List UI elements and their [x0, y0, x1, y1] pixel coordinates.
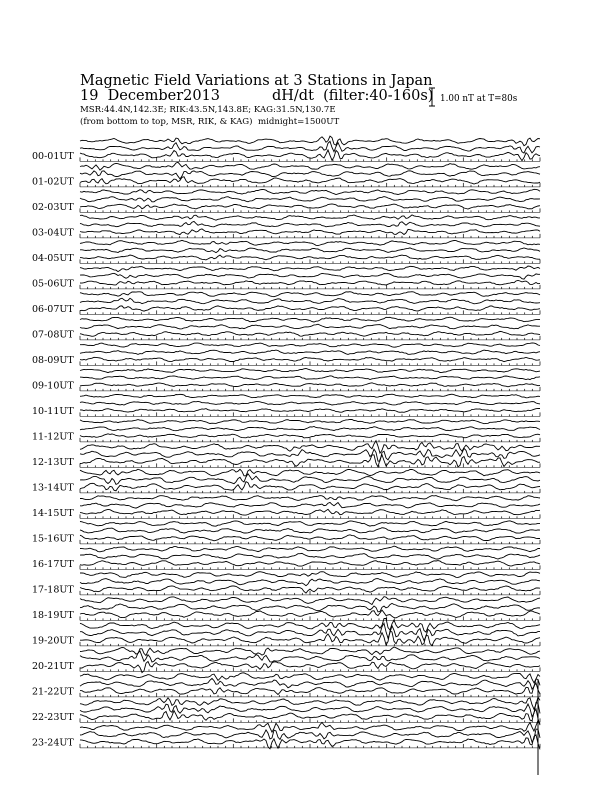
trace-rik	[80, 171, 540, 179]
row-ticks	[80, 489, 540, 493]
hour-row	[80, 546, 540, 566]
hour-row	[80, 369, 540, 387]
trace-msr	[80, 306, 540, 311]
row-ticks	[80, 514, 540, 518]
hour-label: 02-03UT	[32, 202, 74, 213]
hour-row	[80, 394, 540, 412]
hour-label: 05-06UT	[32, 278, 74, 290]
trace-rik	[80, 502, 540, 508]
trace-rik	[80, 553, 540, 559]
trace-kag	[80, 496, 540, 501]
trace-kag	[80, 647, 540, 656]
hour-label: 03-04UT	[32, 227, 74, 239]
hour-row	[80, 317, 540, 336]
trace-kag	[80, 162, 540, 170]
trace-rik	[80, 350, 540, 354]
trace-kag	[80, 136, 540, 146]
hour-label: 22-23UT	[32, 712, 74, 723]
hour-label: 08-09UT	[32, 355, 74, 366]
hour-row	[80, 572, 540, 593]
trace-kag	[80, 469, 540, 476]
trace-msr	[80, 229, 540, 235]
trace-rik	[80, 729, 540, 742]
row-ticks	[80, 616, 540, 620]
trace-msr	[80, 509, 540, 515]
hour-row	[80, 292, 540, 311]
hour-row	[80, 521, 540, 541]
trace-msr	[80, 255, 540, 260]
trace-kag	[80, 546, 540, 552]
trace-msr	[80, 357, 540, 361]
row-ticks	[80, 412, 540, 416]
row-ticks	[80, 693, 540, 697]
hour-row	[80, 215, 540, 235]
magnetogram-traces	[80, 136, 540, 775]
chart-date: 19 December2013	[80, 88, 221, 104]
station-order-note: (from bottom to top, MSR, RIK, & KAG) midnight=1500UT	[80, 117, 340, 127]
trace-rik	[80, 221, 540, 226]
hour-label: 14-15UT	[32, 508, 74, 519]
hour-row	[80, 189, 540, 209]
row-ticks	[80, 234, 540, 238]
hour-label: 12-13UT	[32, 457, 74, 468]
trace-kag	[80, 521, 540, 526]
station-coordinates: MSR:44.4N,142.3E; RIK:43.5N,143.8E; KAG:31.5N,130.7E	[80, 105, 336, 115]
scale-bar-label: 1.00 nT at T=80s	[440, 94, 518, 104]
hour-row	[80, 240, 540, 260]
trace-rik	[80, 401, 540, 405]
hour-label: 04-05UT	[32, 253, 74, 264]
row-ticks	[80, 336, 540, 340]
trace-kag	[80, 441, 540, 453]
trace-rik	[80, 298, 540, 304]
hour-label: 06-07UT	[32, 304, 74, 315]
hour-labels	[32, 151, 74, 749]
trace-rik	[80, 273, 540, 279]
hour-label: 13-14UT	[32, 482, 74, 494]
trace-kag	[80, 572, 540, 578]
trace-rik	[80, 376, 540, 380]
trace-kag	[80, 597, 540, 605]
trace-rik	[80, 623, 540, 640]
hour-label: 19-20UT	[32, 635, 74, 647]
hour-row	[80, 618, 540, 645]
trace-kag	[80, 292, 540, 297]
trace-rik	[80, 603, 540, 612]
trace-msr	[80, 331, 540, 336]
trace-kag	[80, 394, 540, 398]
row-ticks	[80, 387, 540, 391]
chart-title: Magnetic Field Variations at 3 Stations in Japan	[80, 73, 433, 89]
trace-rik	[80, 248, 540, 253]
hour-label: 01-02UT	[32, 176, 74, 188]
trace-msr	[80, 434, 540, 438]
row-ticks	[80, 157, 540, 161]
row-ticks	[80, 591, 540, 595]
trace-rik	[80, 427, 540, 431]
row-ticks	[80, 259, 540, 263]
row-ticks	[80, 361, 540, 365]
trace-msr	[80, 535, 540, 541]
hour-label: 07-08UT	[32, 329, 74, 341]
row-ticks	[80, 642, 540, 646]
hour-row	[80, 441, 540, 467]
hour-row	[80, 419, 540, 438]
hour-label: 15-16UT	[32, 533, 74, 545]
chart-quantity: dH/dt (filter:40-160s)	[272, 88, 434, 104]
hour-label: 09-10UT	[32, 380, 74, 392]
trace-rik	[80, 528, 540, 533]
trace-msr	[80, 383, 540, 387]
trace-rik	[80, 324, 540, 329]
scale-bar	[429, 88, 435, 106]
trace-kag	[80, 419, 540, 423]
trace-kag	[80, 369, 540, 373]
trace-kag	[80, 189, 540, 194]
trace-kag	[80, 343, 540, 347]
hour-label: 10-11UT	[32, 406, 74, 417]
trace-msr	[80, 561, 540, 567]
row-ticks	[80, 667, 540, 671]
trace-kag	[80, 697, 540, 709]
trace-kag	[80, 240, 540, 245]
trace-rik	[80, 197, 540, 202]
hour-label: 00-01UT	[32, 151, 74, 162]
trace-kag	[80, 266, 540, 272]
trace-rik	[80, 579, 540, 586]
row-ticks	[80, 183, 540, 187]
hour-row	[80, 673, 540, 695]
row-ticks	[80, 463, 540, 467]
hour-row	[80, 496, 540, 515]
row-ticks	[80, 565, 540, 569]
hour-row	[80, 266, 540, 285]
row-ticks	[80, 285, 540, 289]
hour-label: 17-18UT	[32, 584, 74, 596]
hour-label: 16-17UT	[32, 559, 74, 570]
trace-msr	[80, 204, 540, 209]
row-ticks	[80, 208, 540, 212]
row-ticks	[80, 310, 540, 314]
hour-row	[80, 343, 540, 362]
hour-label: 18-19UT	[32, 610, 74, 621]
hour-row	[80, 136, 540, 161]
trace-msr	[80, 408, 540, 412]
trace-msr	[80, 281, 540, 286]
trace-kag	[80, 215, 540, 220]
trace-rik	[80, 141, 540, 153]
row-ticks	[80, 744, 540, 748]
hour-label: 11-12UT	[32, 431, 74, 443]
trace-rik	[80, 678, 540, 689]
hour-row	[80, 597, 540, 618]
hour-label: 20-21UT	[32, 661, 74, 672]
row-ticks	[80, 438, 540, 442]
row-ticks	[80, 718, 540, 722]
hour-label: 21-22UT	[32, 686, 74, 698]
row-ticks	[80, 540, 540, 544]
hour-row	[80, 162, 540, 184]
trace-rik	[80, 474, 540, 485]
hour-label: 23-24UT	[32, 737, 74, 749]
hour-row	[80, 469, 540, 491]
trace-kag	[80, 317, 540, 322]
